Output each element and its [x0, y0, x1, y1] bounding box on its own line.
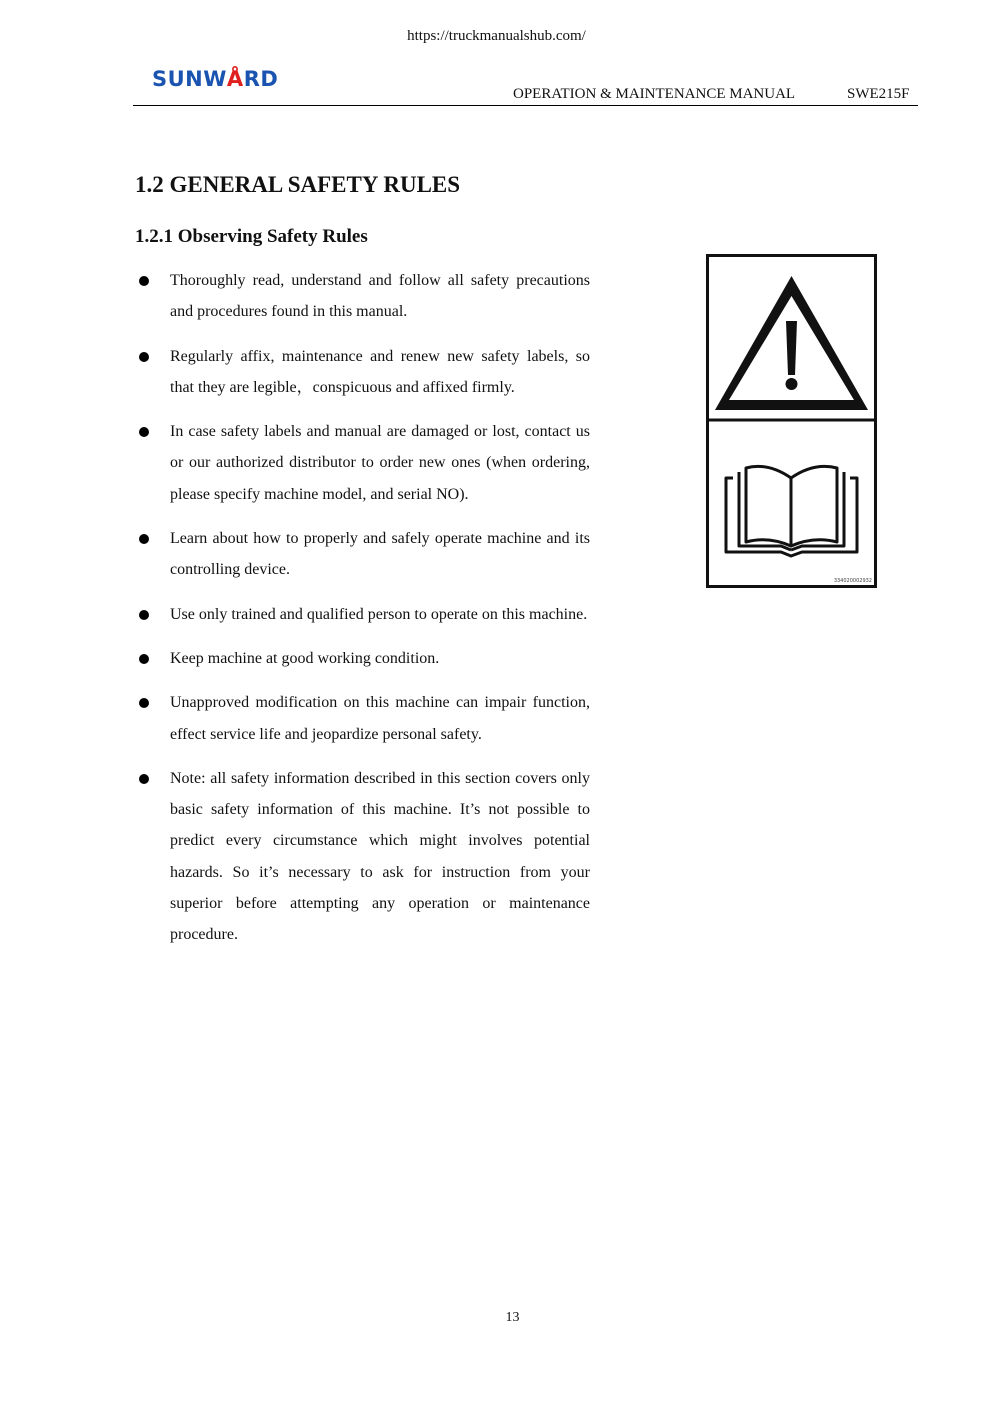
- list-item: [135, 599, 590, 630]
- bullet-icon: [139, 698, 149, 708]
- bullet-icon: [139, 427, 149, 437]
- bullet-icon: [139, 774, 149, 784]
- safety-rules-list: [135, 265, 590, 964]
- rule-text: Keep machine at good working condition.: [170, 649, 440, 667]
- header-divider: [133, 105, 918, 106]
- bullet-icon: [139, 610, 149, 620]
- list-item: [135, 265, 590, 328]
- manual-title: OPERATION & MAINTENANCE MANUAL: [513, 86, 796, 102]
- bullet-icon: [139, 534, 149, 544]
- rule-text: Unapproved modification on this machine can impair function, effect service life and jeopardize personal safety.: [170, 694, 590, 743]
- list-item: [135, 643, 590, 674]
- watermark-url: https://truckmanualshub.com/: [407, 28, 586, 44]
- rule-text: In case safety labels and manual are damaged or lost, contact us or our authorized distributor to order new ones (when ordering, please specify machine model, and serial NO).: [170, 423, 590, 503]
- list-item: [135, 341, 590, 404]
- label-part-number: 334020002932: [833, 578, 872, 584]
- page-number: 13: [505, 1310, 520, 1325]
- list-item: [135, 523, 590, 586]
- rule-text: Learn about how to properly and safely operate machine and its controlling device.: [170, 530, 590, 579]
- list-item: [135, 763, 590, 951]
- rule-text: Note: all safety information described in this section covers only basic safety information of this machine. It’s not possible to predict every circumstance which might involves potential hazards. So it’s necessary to ask for instruction from your superior before attempting any operation or maintenance procedure.: [170, 769, 590, 944]
- safety-label: [706, 254, 877, 588]
- open-manual-icon: [726, 466, 857, 556]
- list-item: [135, 416, 590, 510]
- rule-text: Regularly affix, maintenance and renew new safety labels, so that they are legible，conspicuous and affixed firmly.: [170, 347, 590, 396]
- bullet-icon: [139, 352, 149, 362]
- bullet-icon: [139, 654, 149, 664]
- list-item: [135, 687, 590, 750]
- section-title: 1.2 GENERAL SAFETY RULES: [135, 172, 461, 197]
- bullet-icon: [139, 276, 149, 286]
- model-number: SWE215F: [847, 86, 910, 102]
- rule-text: Thoroughly read, understand and follow all safety precautions and procedures found in this manual.: [170, 272, 590, 321]
- subsection-title: 1.2.1 Observing Safety Rules: [135, 226, 368, 247]
- rule-text: Use only trained and qualified person to operate on this machine.: [170, 605, 588, 623]
- sunward-logo: SUNWÅRD: [152, 67, 279, 91]
